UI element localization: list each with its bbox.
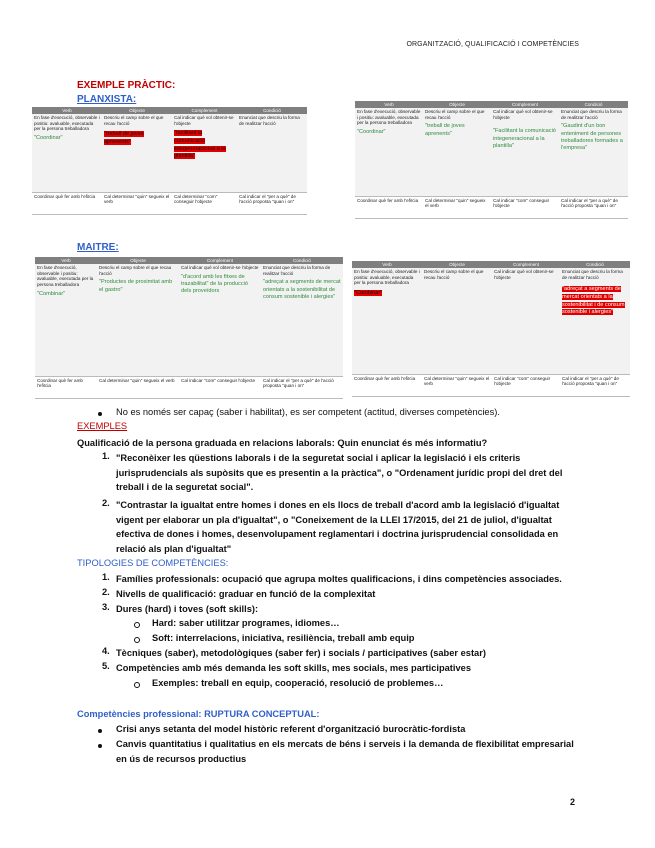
object-example: "Productes de proximitat amb el gastro" [99, 279, 173, 293]
ruptura-item-1: Crisi anys setanta del model històric referent d'organització burocràtic-fordista [116, 724, 466, 734]
planxista-table-left [32, 107, 307, 215]
col-header-verb: Verb [355, 101, 423, 108]
table-cell [172, 114, 237, 192]
cell-text: Descriu el camp sobre el que recau l'acció [425, 109, 485, 120]
note-bullet: No es només ser capaç (saber i habilitat), es ser competent (actitud, diverses competències). [116, 407, 500, 417]
col-header-objecte: Objecte [422, 261, 492, 268]
col-header-complement: Complement [492, 261, 560, 268]
verb-example: "Coordinar" [34, 135, 63, 142]
col-header-objecte: Objecte [102, 107, 172, 114]
col-header-verb: Verb [352, 261, 422, 268]
table-cell [179, 264, 261, 376]
exemples-question: Qualificació de la persona graduada en relacions laborals: Quin enunciat és més informatiu? [77, 438, 488, 448]
table-cell: Cal indicar el "per a què" de l'acció proposta "quan i on" [559, 196, 628, 218]
cell-text: Cal indicar què vol obtenir-se l'objecte [174, 115, 234, 126]
list-number: 2. [102, 498, 110, 508]
highlighted-object: "treball de joves aprenents" [104, 131, 144, 146]
table-cell: Cal indicar "com" conseguir l'objecte [491, 196, 559, 218]
col-header-objecte: Objecte [423, 101, 491, 108]
cell-text: Enunciat que descriu la forma de realitzar l'acció [562, 269, 623, 280]
maitre-table-left [35, 257, 343, 399]
table-cell: Cal indicar "com" conseguir l'objecte [492, 374, 560, 396]
tipologia-item-1: Famílies professionals: ocupació que agrupa moltes qualificacions, i dins competències associades. [116, 574, 562, 584]
table-cell [492, 268, 560, 374]
highlighted-verb: "Combinar" [354, 290, 383, 297]
cell-text: En fase d'execució, observable i positiu: avaluable, executada per la persona treballadora [34, 115, 100, 132]
tipologia-sub-exemples: Exemples: treball en equip, cooperació, resolució de problemes… [152, 678, 444, 688]
table-cell: Cal determinar "quin" segueix el verb [423, 196, 491, 218]
table-cell: Cal indicar el "per a què" de l'acció proposta "quan i on" [560, 374, 630, 396]
col-header-complement: Complement [491, 101, 559, 108]
cell-text: En fase d'execució, observable i positiu: avaluable, executada per la persona treballadora [357, 109, 421, 126]
cell-text: Enunciat que descriu la forma de realitzar l'acció [561, 109, 622, 120]
cell-text: En fase d'execució, observable i positiu: avaluable, executada per la persona treballadora [37, 265, 94, 288]
table-cell: Cal indicar "com" conseguir l'objecte [179, 376, 261, 398]
list-number: 1. [102, 451, 110, 461]
tipologia-sub-soft: Soft: interrelacions, iniciativa, resiliència, treball amb equip [152, 633, 415, 643]
table-cell [355, 108, 423, 196]
table-cell [352, 268, 422, 374]
cell-text: Descriu el camp sobre el que recau l'acció [424, 269, 484, 280]
table-cell: Cal determinar "com" conseguir l'objecte [172, 192, 237, 214]
circle-bullet-icon [134, 637, 140, 643]
col-header-complement: Complement [179, 257, 261, 264]
cell-text: Enunciat que descriu la forma de realitzar l'acció [239, 115, 300, 126]
condition-example: "adreçat a segments de mercat orientats a la sostenibilitat de consum sostenible i alergies" [263, 279, 341, 300]
list-number: 3. [102, 602, 110, 612]
list-number: 1. [102, 572, 110, 582]
tipologia-item-2: Nivells de qualificació: graduar en funció de la complexitat [116, 589, 376, 599]
example-heading: EXEMPLE PRÀCTIC: [77, 80, 176, 91]
table-cell: Coordinar què fer amb l'efiïcia [35, 376, 97, 398]
exemples-label: EXEMPLES [77, 421, 128, 431]
table-cell: Coordinar què fer amb l'efiïcia [352, 374, 422, 396]
tipologia-item-4: Tècniques (saber), metodològiques (saber fer) i socials / participatives (saber estar) [116, 648, 486, 658]
table-cell [422, 268, 492, 374]
col-header-objecte: Objecte [97, 257, 179, 264]
ruptura-item-2: Canvis quantitatius i qualitatius en els mercats de béns i serveis i la demanda de flexibilitat empresarial en ús de recursos productius [116, 739, 574, 764]
tipologia-sub-hard: Hard: saber utilitzar programes, idiomes… [152, 618, 340, 628]
bullet-icon [98, 744, 102, 748]
verb-example: "Coordinar" [357, 129, 386, 136]
list-number: 2. [102, 587, 110, 597]
object-example: "treball de joves aprenents" [425, 123, 465, 137]
planxista-label: PLANXISTA: [77, 94, 137, 105]
table-cell [261, 264, 343, 376]
col-header-condicio: Condició [237, 107, 307, 114]
tipologies-label: TIPOLOGIES DE COMPETÈNCIES: [77, 558, 229, 568]
table-cell [423, 108, 491, 196]
col-header-condicio: Condició [560, 261, 630, 268]
running-header: ORGANITZACIÓ, QUALIFICACIÓ I COMPETÈNCIES [406, 41, 579, 48]
list-number: 5. [102, 661, 110, 671]
cell-text: Descriu el camp sobre el que recau l'acció [104, 115, 164, 126]
cell-text: Cal indicar què vol obtenir-se l'objecte [181, 265, 259, 270]
col-header-condicio: Condició [261, 257, 343, 264]
table-cell: Cal determinar "quin" segueix el verb [97, 376, 179, 398]
list-number: 4. [102, 646, 110, 656]
highlighted-complement: "facilitant la comunicació integeneracional a la plantilla" [174, 130, 226, 160]
cell-text: Enunciat que descriu la forma de realitzar l'acció [263, 265, 331, 276]
col-header-verb: Verb [32, 107, 102, 114]
circle-bullet-icon [134, 682, 140, 688]
table-cell [237, 114, 307, 192]
col-header-verb: Verb [35, 257, 97, 264]
cell-text: Cal indicar què vol obtenir-se l'objecte [493, 109, 553, 120]
table-cell [32, 114, 102, 192]
condition-example: "Gaudint d'un bon enteniment de persones treballadores formades a l'empresa" [561, 123, 623, 152]
exemple-item-2: "Contrastar la igualtat entre homes i dones en els llocs de treball d'acord amb la legislació d'igualtat vigent per elaborar un pla d'igualtat", o "Coneixement de la LLEI 17/2015, del 21 de juliol, d'igualtat efectiva de dones i homes, desenvolupament reglamentari i doctrina jurisprudencial consolidada en relació als plan d'igualtat" [116, 500, 560, 555]
table-cell: Cal indicar el "per a què" de l'acció proposta "quan i on" [261, 376, 343, 398]
table-cell: Coordinar què fer amb l'efiïcia [355, 196, 423, 218]
table-cell: Coordinar què fer amb l'efiïcia [32, 192, 102, 214]
table-cell: Cal determinar "quin" segueix el verb [102, 192, 172, 214]
circle-bullet-icon [134, 622, 140, 628]
bullet-icon [98, 412, 102, 416]
table-cell [559, 108, 628, 196]
maitre-label: MAITRE: [77, 242, 119, 253]
page-number: 2 [570, 797, 576, 807]
table-cell: Cal indicar el "per a què" de l'acció proposta "quan i on" [237, 192, 307, 214]
complement-example: "Facilitant la comunicació integeneracional a la plantilla" [493, 128, 556, 149]
table-cell [560, 268, 630, 374]
col-header-complement: Complement [172, 107, 237, 114]
verb-example: "Combinar" [37, 290, 66, 297]
bullet-icon [98, 729, 102, 733]
table-cell [102, 114, 172, 192]
exemple-item-1: "Reconèixer les qüestions laborals i de la seguretat social i aplicar la legislació i els criteris jurisprudencials als supòsits que es presentin a la pràctica", o "Ordenament jurídic propi del dret del treball i de la seguretat social". [116, 453, 563, 493]
table-cell [97, 264, 179, 376]
ruptura-label: Competències professional: RUPTURA CONCEPTUAL: [77, 709, 320, 719]
planxista-table-right [355, 101, 628, 219]
table-cell [35, 264, 97, 376]
highlighted-condition: "adreçat a segments de mercat orientats a la sostenibilitat i de consum sostenible i alergies" [562, 286, 625, 316]
table-cell [491, 108, 559, 196]
complement-example: "d'acord amb les fitxes de trazabilitat" de la producció dels proveïdors [181, 273, 248, 295]
col-header-condicio: Condició [559, 101, 628, 108]
table-cell: Cal determinar "quin" segueix el verb [422, 374, 492, 396]
cell-text: En fase d'execució, observable i positiu: avaluable, executada per la persona treballadora [354, 269, 420, 286]
tipologia-item-3: Dures (hard) i toves (soft skills): [116, 604, 259, 614]
maitre-table-right [352, 261, 630, 397]
cell-text: Cal indicar què vol obtenir-se l'objecte [494, 269, 554, 280]
tipologia-item-5: Competències amb més demanda les soft skills, mes socials, mes participatives [116, 663, 471, 673]
cell-text: Descriu el camp sobre el que recau l'acció [99, 265, 172, 276]
